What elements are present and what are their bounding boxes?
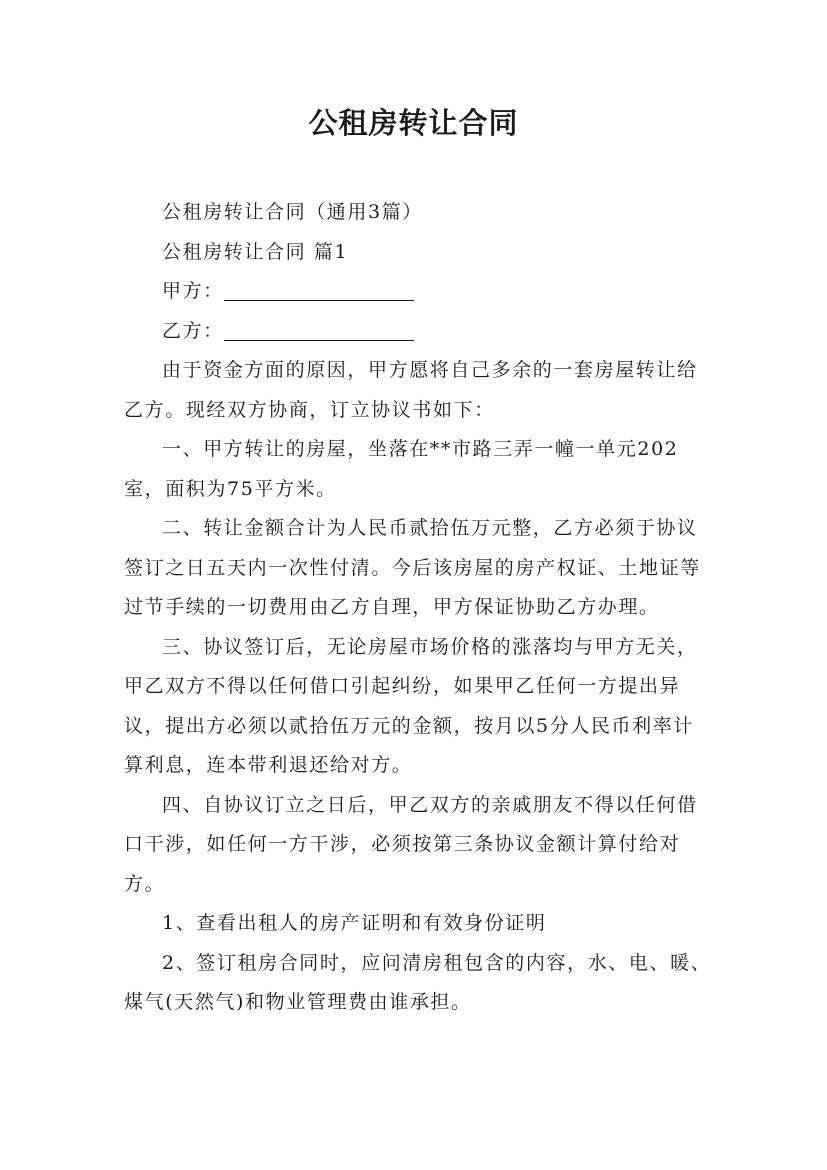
document-title: 公租房转让合同: [308, 106, 519, 140]
party-a-line: [124, 272, 712, 312]
document-subtitle: 公租房转让合同（通用3篇）: [162, 201, 423, 223]
party-b-label: 乙方：: [162, 319, 224, 342]
paragraph-tip-1: 1、查看出租人的房产证明和有效身份证明: [162, 912, 547, 934]
party-b-line: [124, 312, 712, 352]
party-a-blank: [224, 276, 414, 301]
paragraph-clause-3: 三、协议签订后，无论房屋市场价格的涨落均与甲方无关，甲乙双方不得以任何借口引起纠纷，如果甲乙任何一方提出异议，提出方必须以贰拾伍万元的金额，按月以5分人民币利率计算利息，连本带利退还给对方。: [124, 635, 698, 776]
paragraph-tip-2: 2、签订租房合同时，应问清房租包含的内容，水、电、暖、煤气(天然气)和物业管理费由谁承担。: [124, 951, 712, 1013]
party-a-label: 甲方：: [162, 280, 224, 302]
paragraph-clause-2: 二、转让金额合计为人民币贰拾伍万元整，乙方必须于协议签订之日五天内一次性付清。今后该房屋的房产权证、土地证等过节手续的一切费用由乙方自理，甲方保证协助乙方办理。: [124, 517, 701, 618]
party-b-blank: [224, 316, 414, 341]
paragraph-clause-1: 一、甲方转让的房屋，坐落在**市路三弄一幢一单元202室，面积为75平方米。: [124, 438, 679, 500]
section-title: 公租房转让合同 篇1: [162, 240, 349, 263]
paragraph-intro: 由于资金方面的原因，甲方愿将自己多余的一套房屋转让给乙方。现经双方协商，订立协议书如下：: [124, 359, 698, 421]
document-body: [124, 193, 712, 1023]
paragraph-clause-4: 四、自协议订立之日后，甲乙双方的亲戚朋友不得以任何借口干涉，如任何一方干涉，必须按第三条协议金额计算付给对方。: [124, 793, 698, 895]
